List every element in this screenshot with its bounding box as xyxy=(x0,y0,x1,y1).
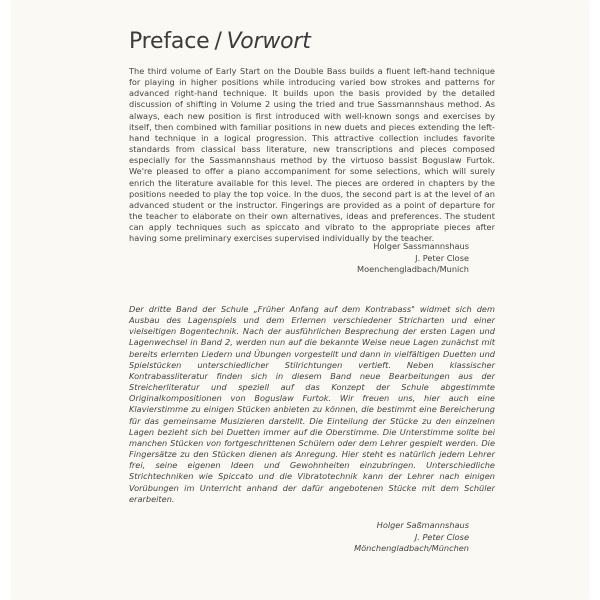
english-signature xyxy=(357,241,469,276)
title-german: Vorwort xyxy=(226,29,311,54)
german-signature-coauthor: J. Peter Close xyxy=(414,531,469,542)
title-separator: / xyxy=(214,29,222,54)
english-signature-name: Holger Sassmannshaus xyxy=(373,241,469,251)
english-preface-paragraph: The third volume of Early Start on the Double Bass builds a fluent left-hand technique for playing in higher positions while introducing varied bow strokes and patterns for advanced right-hand technique. It builds upon the basis provided by the detailed discussion of shifting in Volume 2 using the tried and true Sassmannshaus method. As always, each new position is first introduced with well-known songs and exercises by itself, then combined with familiar positions in new duets and pieces extending the left-hand technique in a logical progression. This attractive collection includes favorite standards from classical bass literature, new transcriptions and pieces composed especially for the Sassmannshaus method by the virtuoso bassist Boguslaw Furtok. We're pleased to offer a piano accompaniment for some selections, which will surely enrich the literature available for this level. The pieces are ordered in chapters by the positions needed to play the top voice. In the duos, the second part is at the level of an advanced student or the instructor. Fingerings are provided as a point of departure for the teacher to elaborate on their own alternatives, ideas and preferences. The student can apply techniques such as spiccato and vibrato to the appropriate pieces after having some preliminary exercises supervised individually by the teacher. xyxy=(129,66,495,244)
english-signature-coauthor: J. Peter Close xyxy=(415,252,469,263)
german-signature-name: Holger Saßmannshaus xyxy=(376,520,469,530)
german-signature xyxy=(354,520,469,555)
german-preface-paragraph: Der dritte Band der Schule „Früher Anfang auf dem Kontrabass" widmet sich dem Ausbau des Lagenspiels und dem Erlernen verschiedener Stricharten und einer vielseitigen Bogentechnik. Nach der ausführlichen Besprechung der ersten Lagen und Lagenwechsel in Band 2, werden nun auf die bekannte Weise neue Lagen zunächst mit bereits erlernten Liedern und Übungen vorgestellt und dann in vielfältigen Duetten und Spielstücken unterschiedlicher Stilrichtungen vertieft. Neben klassischer Kontrabassliteratur finden sich in diesem Band neue Bearbeitungen aus der Streicherliteratur und speziell auf das Konzept der Schule abgestimmte Originalkompositionen von Boguslaw Furtok. Wir freuen uns, hier auch eine Klavierstimme zu einigen Stücken anbieten zu können, die bestimmt eine Bereicherung für das gemeinsame Musizieren darstellt. Die Einteilung der Stücke zu den einzelnen Lagen bezieht sich bei Duetten immer auf die Oberstimme. Die Unterstimme sollte bei manchen Stücken von fortgeschrittenen Schülern oder dem Lehrer gespielt werden. Die Fingersätze zu den Stücken dienen als Anregung. Hier steht es natürlich jedem Lehrer frei, seine eigenen Ideen und Gewohnheiten einzubringen. Unterschiedliche Strichtechniken wie Spiccato und die Vibratotechnik kann der Lehrer nach einigen Vorübungen im Unterricht anhand der dafür angebotenen Stücke mit dem Schüler erarbeiten. xyxy=(129,304,495,504)
page-title xyxy=(129,28,311,56)
preface-sheet xyxy=(12,0,588,600)
german-signature-place: Mönchengladbach/München xyxy=(354,543,469,554)
title-english: Preface xyxy=(129,29,210,54)
english-signature-place: Moenchengladbach/Munich xyxy=(357,264,469,275)
